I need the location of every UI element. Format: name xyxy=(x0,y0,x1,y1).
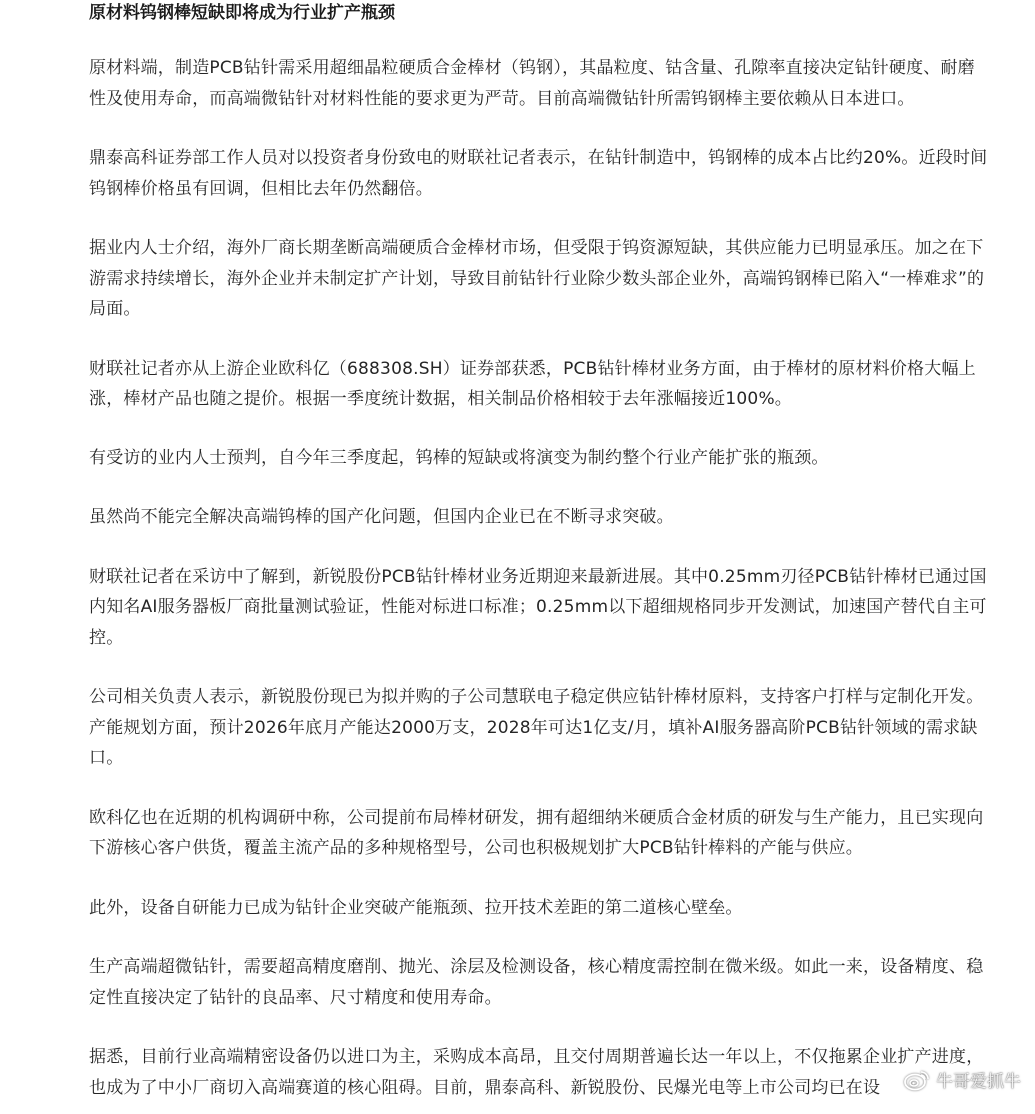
paragraph-1: 原材料端，制造PCB钻针需采用超细晶粒硬质合金棒材（钨钢），其晶粒度、钴含量、孔隙率直接决定钻针硬度、耐磨性及使用寿命，而高端微钻针对材料性能的要求更为严苛。目前高端微钻针所需钨钢棒主要依赖从日本进口。 xyxy=(89,58,975,109)
paragraph-3: 据业内人士介绍，海外厂商长期垄断高端硬质合金棒材市场，但受限于钨资源短缺，其供应能力已明显承压。加之在下游需求持续增长，海外企业并未制定扩产计划，导致目前钻针行业除少数头部企业外，高端钨钢棒已陷入“一棒难求”的局面。 xyxy=(89,238,985,319)
article xyxy=(89,0,989,1103)
paragraph-9: 欧科亿也在近期的机构调研中称，公司提前布局棒材研发，拥有超细纳米硬质合金材质的研发与生产能力，且已实现向下游核心客户供货，覆盖主流产品的多种规格型号，公司也积极规划扩大PCB钻针棒料的产能与供应。 xyxy=(89,807,984,858)
weibo-icon xyxy=(904,1069,930,1091)
paragraph-12: 据悉，目前行业高端精密设备仍以进口为主，采购成本高昂，且交付周期普遍长达一年以上，不仅拖累企业扩产进度，也成为了中小厂商切入高端赛道的核心阻碍。目前，鼎泰高科、新锐股份、民爆光电等上市公司均已在设 xyxy=(89,1047,984,1098)
bottom-fade xyxy=(0,1100,1035,1114)
paragraph-4: 财联社记者亦从上游企业欧科亿（688308.SH）证券部获悉，PCB钻针棒材业务方面，由于棒材的原材料价格大幅上涨，棒材产品也随之提价。根据一季度统计数据，相关制品价格相较于去年涨幅接近100%。 xyxy=(89,358,976,409)
paragraph-8: 公司相关负责人表示，新锐股份现已为拟并购的子公司慧联电子稳定供应钻针棒材原料，支持客户打样与定制化开发。产能规划方面，预计2026年底月产能达2000万支，2028年可达1亿支/月，填补AI服务器高阶PCB钻针领域的需求缺口。 xyxy=(89,687,984,768)
article-title: 原材料钨钢棒短缺即将成为行业扩产瓶颈 xyxy=(89,3,395,23)
paragraph-11: 生产高端超微钻针，需要超高精度磨削、抛光、涂层及检测设备，核心精度需控制在微米级。如此一来，设备精度、稳定性直接决定了钻针的良品率、尺寸精度和使用寿命。 xyxy=(89,957,984,1008)
paragraph-6: 虽然尚不能完全解决高端钨棒的国产化问题，但国内企业已在不断寻求突破。 xyxy=(89,507,674,527)
paragraph-5: 有受访的业内人士预判，自今年三季度起，钨棒的短缺或将演变为制约整个行业产能扩张的瓶颈。 xyxy=(89,447,829,468)
watermark-text: 牛哥爱抓牛 xyxy=(936,1072,1021,1092)
watermark xyxy=(904,1067,1021,1092)
paragraph-7: 财联社记者在采访中了解到，新锐股份PCB钻针棒材业务近期迎来最新进展。其中0.25mm刃径PCB钻针棒材已通过国内知名AI服务器板厂商批量测试验证，性能对标进口标准；0.25mm以下超细规格同步开发测试，加速国产替代自主可控。 xyxy=(89,566,987,648)
paragraph-2: 鼎泰高科证券部工作人员对以投资者身份致电的财联社记者表示，在钻针制造中，钨钢棒的成本占比约20%。近段时间钨钢棒价格虽有回调，但相比去年仍然翻倍。 xyxy=(89,148,988,199)
paragraph-10: 此外，设备自研能力已成为钻针企业突破产能瓶颈、拉开技术差距的第二道核心壁垒。 xyxy=(89,897,743,918)
